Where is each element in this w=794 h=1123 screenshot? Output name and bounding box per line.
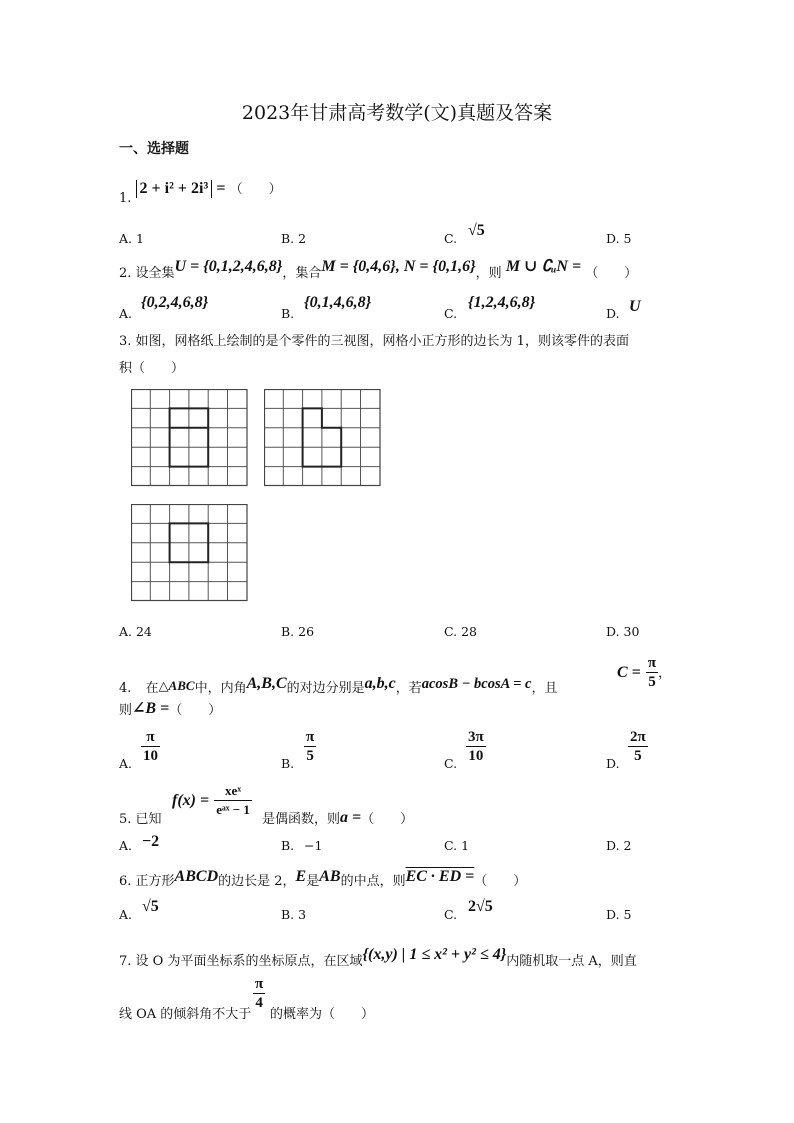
q2-option-b: {0,1,4,6,8} [304, 294, 372, 311]
q2-text-2: ，集合 [282, 266, 322, 281]
q4-angles: A,B,C [246, 675, 287, 692]
q4-c-value: C = $\frac{\pi}{5}$ ， [617, 655, 672, 690]
q1-option-b: B. 2 [281, 231, 307, 246]
q6-option-a: √5 [142, 898, 159, 915]
page-title: 2023年甘肃高考数学(文)真题及答案 [241, 102, 553, 124]
q3-option-d: D. 30 [606, 624, 640, 639]
q2-option-a-label: A. [119, 306, 133, 321]
q7-line-2b: 的概率为（ ） [270, 1007, 375, 1022]
q6-option-c-label: C. [444, 907, 458, 922]
front-view-grid [131, 389, 248, 488]
section-heading: 一、选择题 [119, 141, 189, 157]
q5-function: f(x) = $\frac{\text{xeˣ}}{\text{eᵃˣ − 1}}$ [172, 783, 250, 817]
q3-line-2: 积（ ） [119, 361, 185, 376]
q2-universal-set: U = {0,1,2,4,6,8} [174, 258, 283, 275]
q4-line-2: 则∠B =（ ） [119, 700, 222, 718]
q4-option-b-label: B. [281, 756, 295, 771]
q4-option-d-label: D. [606, 756, 620, 771]
q1-tail: （ ） [229, 182, 282, 197]
grid-lines [131, 389, 247, 486]
q4-option-c-label: C. [444, 756, 458, 771]
q3-option-b: B. 26 [281, 624, 315, 639]
q4-option-b: $\frac{\pi}{5}$ [306, 729, 315, 764]
q7-region: {(x,y) | 1 ≤ x² + y² ≤ 4} [362, 946, 507, 963]
q2-option-c: {1,2,4,6,8} [468, 294, 536, 311]
q5-text-2: 是偶函数，则a =（ ） [262, 809, 414, 827]
q4-option-d: $\frac{2\pi}{5}$ [630, 729, 646, 764]
q6-option-a-label: A. [119, 907, 133, 922]
q3-option-c: C. 28 [444, 624, 477, 639]
q7-line-2a: 线 OA 的倾斜角不大于 [119, 1007, 252, 1022]
q1-option-c-label: C. [444, 231, 458, 246]
q6-option-b: B. 3 [281, 907, 307, 922]
question-2 [119, 258, 638, 282]
question-number: 1. [119, 191, 132, 206]
q2-expression: M ∪ ∁ᵤN = [505, 258, 582, 275]
q1-option-d: D. 5 [606, 231, 632, 246]
q3-option-a: A. 24 [119, 624, 152, 639]
q5-option-a-label: A. [119, 838, 133, 853]
q5-option-a: −2 [142, 833, 160, 850]
q3-line-1: 3. 如图，网格纸上绘制的是个零件的三视图，网格小正方形的边长为 1，则该零件的表面 [119, 334, 629, 349]
q2-option-b-label: B. [281, 306, 295, 321]
q4-option-a-label: A. [119, 756, 133, 771]
q2-sets-mn: M = {0,4,6}, N = {0,1,6} [321, 258, 476, 275]
q4-sides: a,b,c [364, 675, 396, 692]
q5-option-b-label: B. [281, 838, 295, 853]
q4-angle-b: ∠B = [132, 700, 170, 717]
q1-option-c-math: √5 [468, 222, 485, 239]
q5-option-d: D. 2 [606, 838, 632, 853]
q2-tail: （ ） [585, 266, 638, 281]
side-view-grid [264, 389, 381, 488]
q2-option-c-label: C. [444, 306, 458, 321]
q7-fraction: $\frac{\pi}{4}$ [255, 976, 264, 1011]
question-4: 4. 在△ABC中，内角A,B,C的对边分别是a,b,c，若acosB − bcosA = c，且 [119, 675, 558, 696]
question-6: 6. 正方形ABCD的边长是 2，E是AB的中点，则EC · ED =（ ） [119, 868, 527, 889]
q5-text-1: 5. 已知 [119, 812, 162, 827]
q4-condition: acosB − bcosA = c [421, 676, 532, 692]
q4-option-c: $\frac{3\pi}{10}$ [468, 729, 484, 764]
q2-text-3: ，则 [475, 266, 502, 281]
q1-option-a: A. 1 [119, 231, 144, 246]
q5-option-c: C. 1 [444, 838, 470, 853]
q6-dot-product: EC · ED = [405, 868, 475, 885]
question-1: 1. 2 + i² + 2i³ = （ ） [119, 180, 282, 206]
q4-option-a: $\frac{\pi}{10}$ [143, 729, 158, 764]
q6-option-d: D. 5 [606, 907, 632, 922]
q2-option-a: {0,2,4,6,8} [141, 294, 209, 311]
q1-expression: 2 + i² + 2i³ [136, 180, 213, 198]
q5-option-b: −1 [304, 838, 323, 853]
q2-text-1: 2. 设全集 [119, 266, 175, 281]
q4-triangle: △ABC [158, 678, 195, 693]
q2-option-d: U [629, 298, 641, 315]
top-view-grid [131, 504, 248, 603]
q6-option-c: 2√5 [468, 898, 493, 915]
q2-option-d-label: D. [606, 306, 620, 321]
question-number: 4. [119, 681, 132, 696]
q7-line-1: 7. 设 O 为平面坐标系的坐标原点，在区域{(x,y) | 1 ≤ x² + y² ≤ 4}内随机取一点 A，则直 [119, 946, 637, 969]
